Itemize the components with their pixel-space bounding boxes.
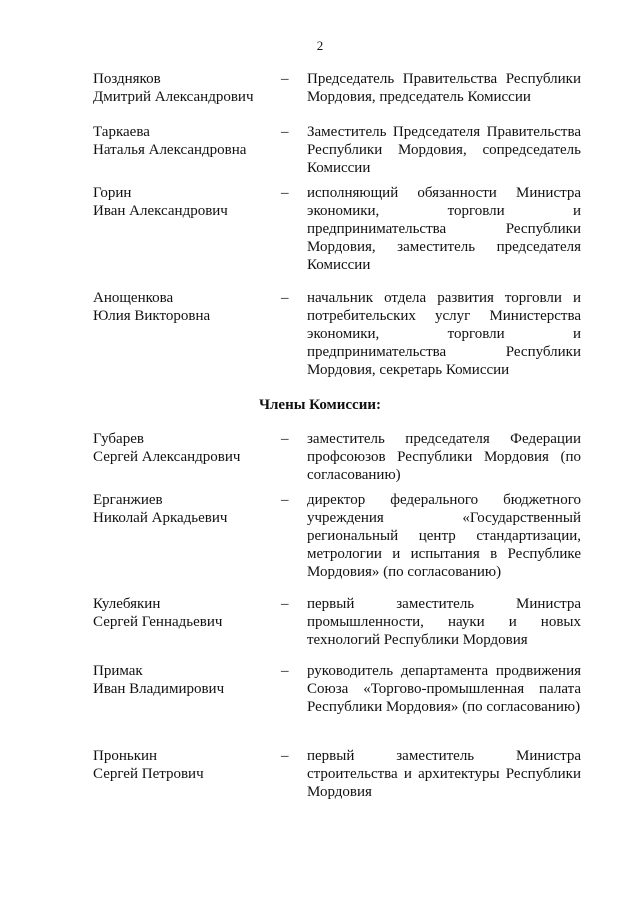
dash-separator: – xyxy=(281,748,289,764)
section-heading: Члены Комиссии: xyxy=(259,397,381,413)
person-role: руководитель департамента продвижения Союза «Торгово-промышленная палата Республики Мордовия» (по согласованию) xyxy=(307,663,581,715)
person-surname: Кулебякин xyxy=(93,596,161,612)
person-name xyxy=(93,70,273,106)
person-name xyxy=(93,595,273,631)
person-surname: Ерганжиев xyxy=(93,492,163,508)
person-role: первый заместитель Министра строительства и архитектуры Республики Мордовия xyxy=(307,748,581,800)
dash-separator: – xyxy=(281,596,289,612)
person-role: Заместитель Председателя Правительства Республики Мордовия, сопредседатель Комиссии xyxy=(307,124,581,176)
person-given-names: Николай Аркадьевич xyxy=(93,510,228,526)
person-role: исполняющий обязанности Министра экономики, торговли и предпринимательства Республики Мордовия, заместитель председателя Комиссии xyxy=(307,185,581,273)
person-surname: Горин xyxy=(93,185,132,201)
person-given-names: Дмитрий Александрович xyxy=(93,89,254,105)
dash-separator: – xyxy=(281,124,289,140)
person-name xyxy=(93,430,273,466)
person-surname: Примак xyxy=(93,663,143,679)
person-given-names: Иван Александрович xyxy=(93,203,228,219)
person-name xyxy=(93,747,273,783)
dash-separator: – xyxy=(281,492,289,508)
person-given-names: Сергей Геннадьевич xyxy=(93,614,223,630)
person-role: первый заместитель Министра промышленности, науки и новых технологий Республики Мордовия xyxy=(307,596,581,648)
dash-separator: – xyxy=(281,185,289,201)
page-number: 2 xyxy=(316,38,324,53)
person-role: директор федерального бюджетного учреждения «Государственный региональный центр стандартизации, метрологии и испытания в Республике Мордовия» (по согласованию) xyxy=(307,492,581,580)
person-name xyxy=(93,491,273,527)
person-given-names: Иван Владимирович xyxy=(93,681,225,697)
dash-separator: – xyxy=(281,290,289,306)
person-name xyxy=(93,184,273,220)
person-role: начальник отдела развития торговли и потребительских услуг Министерства экономики, торговли и предпринимательства Республики Мордовия, секретарь Комиссии xyxy=(307,290,581,378)
person-surname: Губарев xyxy=(93,431,144,447)
person-given-names: Сергей Александрович xyxy=(93,449,241,465)
person-name xyxy=(93,662,273,698)
dash-separator: – xyxy=(281,431,289,447)
dash-separator: – xyxy=(281,71,289,87)
person-name xyxy=(93,123,273,159)
person-given-names: Юлия Викторовна xyxy=(93,308,211,324)
dash-separator: – xyxy=(281,663,289,679)
person-surname: Пронькин xyxy=(93,748,158,764)
person-role: Председатель Правительства Республики Мордовия, председатель Комиссии xyxy=(307,71,581,105)
person-surname: Поздняков xyxy=(93,71,161,87)
person-given-names: Наталья Александровна xyxy=(93,142,247,158)
person-surname: Таркаева xyxy=(93,124,150,140)
person-given-names: Сергей Петрович xyxy=(93,766,204,782)
person-surname: Анощенкова xyxy=(93,290,174,306)
person-name xyxy=(93,289,273,325)
person-role: заместитель председателя Федерации профсоюзов Республики Мордовия (по согласованию) xyxy=(307,431,581,483)
